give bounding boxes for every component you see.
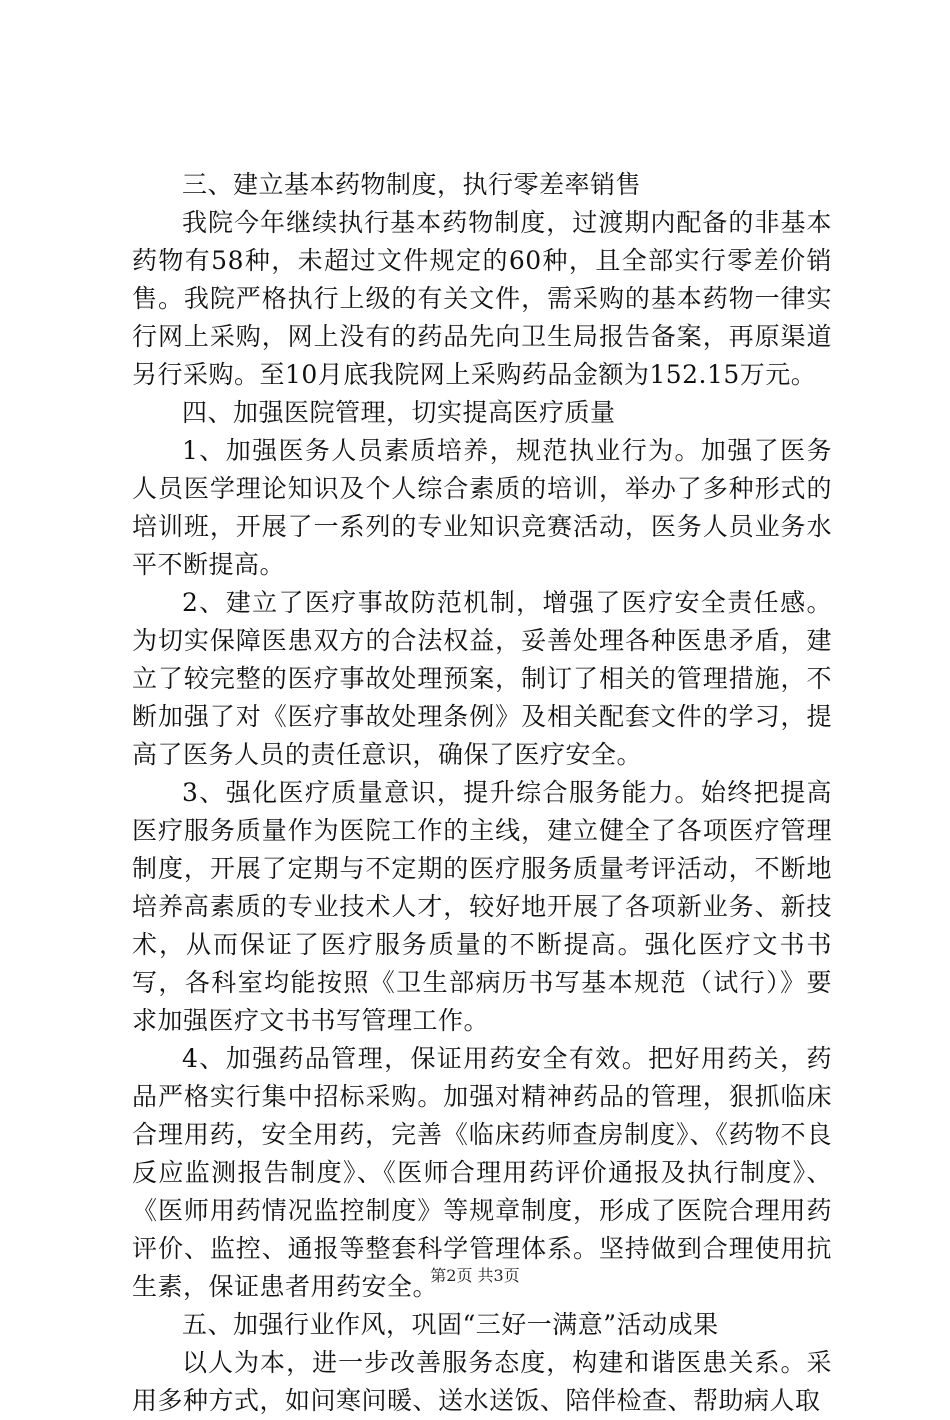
paragraph-staff-training: 1、加强医务人员素质培养，规范执业行为。加强了医务人员医学理论知识及个人综合素质的培训，举办了多种形式的培训班，开展了一系列的专业知识竞赛活动，医务人员业务水平不断提高。 <box>132 436 832 579</box>
section-heading-5: 五、加强行业作风，巩固“三好一满意”活动成果 <box>182 1310 719 1339</box>
paragraph-quality-awareness: 3、强化医疗质量意识，提升综合服务能力。始终把提高医疗服务质量作为医院工作的主线，建立健全了各项医疗管理制度，开展了定期与不定期的医疗服务质量考评活动，不断地培养高素质的专业技术人才，较好地开展了各项新业务、新技术，从而保证了医疗服务质量的不断提高。强化医疗文书书写，各科室均能按照《卫生部病历书写基本规范（试行）》要求加强医疗文书书写管理工作。 <box>132 778 832 1035</box>
paragraph-drug-management: 4、加强药品管理，保证用药安全有效。把好用药关，药品严格实行集中招标采购。加强对精神药品的管理，狠抓临床合理用药，安全用药，完善《临床药师查房制度》、《药物不良反应监测报告制度》、《医师合理用药评价通报及执行制度》、《医师用药情况监控制度》等规章制度，形成了医院合理用药评价、监控、通报等整套科学管理体系。坚持做到合理使用抗生素，保证患者用药安全。 <box>132 1044 832 1301</box>
section-heading-3: 三、建立基本药物制度，执行零差率销售 <box>182 170 642 199</box>
paragraph-accident-prevention: 2、建立了医疗事故防范机制，增强了医疗安全责任感。为切实保障医患双方的合法权益，妥善处理各种医患矛盾，建立了较完整的医疗事故处理预案，制订了相关的管理措施，不断加强了对《医疗事故处理条例》及相关配套文件的学习，提高了医务人员的责任意识，确保了医疗安全。 <box>132 588 832 769</box>
section-heading-4: 四、加强医院管理，切实提高医疗质量 <box>182 398 616 427</box>
page-number-footer: 第2页 共3页 <box>430 1266 520 1285</box>
paragraph-service-attitude: 以人为本，进一步改善服务态度，构建和谐医患关系。采用多种方式，如问寒问暖、送水送饭、陪伴检查、帮助病人取 <box>132 1348 832 1415</box>
paragraph-essential-drugs: 我院今年继续执行基本药物制度，过渡期内配备的非基本药物有58种，未超过文件规定的60种，且全部实行零差价销售。我院严格执行上级的有关文件，需采购的基本药物一律实行网上采购，网上没有的药品先向卫生局报告备案，再原渠道另行采购。至10月底我院网上采购药品金额为152.15万元。 <box>132 208 832 389</box>
document-body <box>132 166 832 1420</box>
